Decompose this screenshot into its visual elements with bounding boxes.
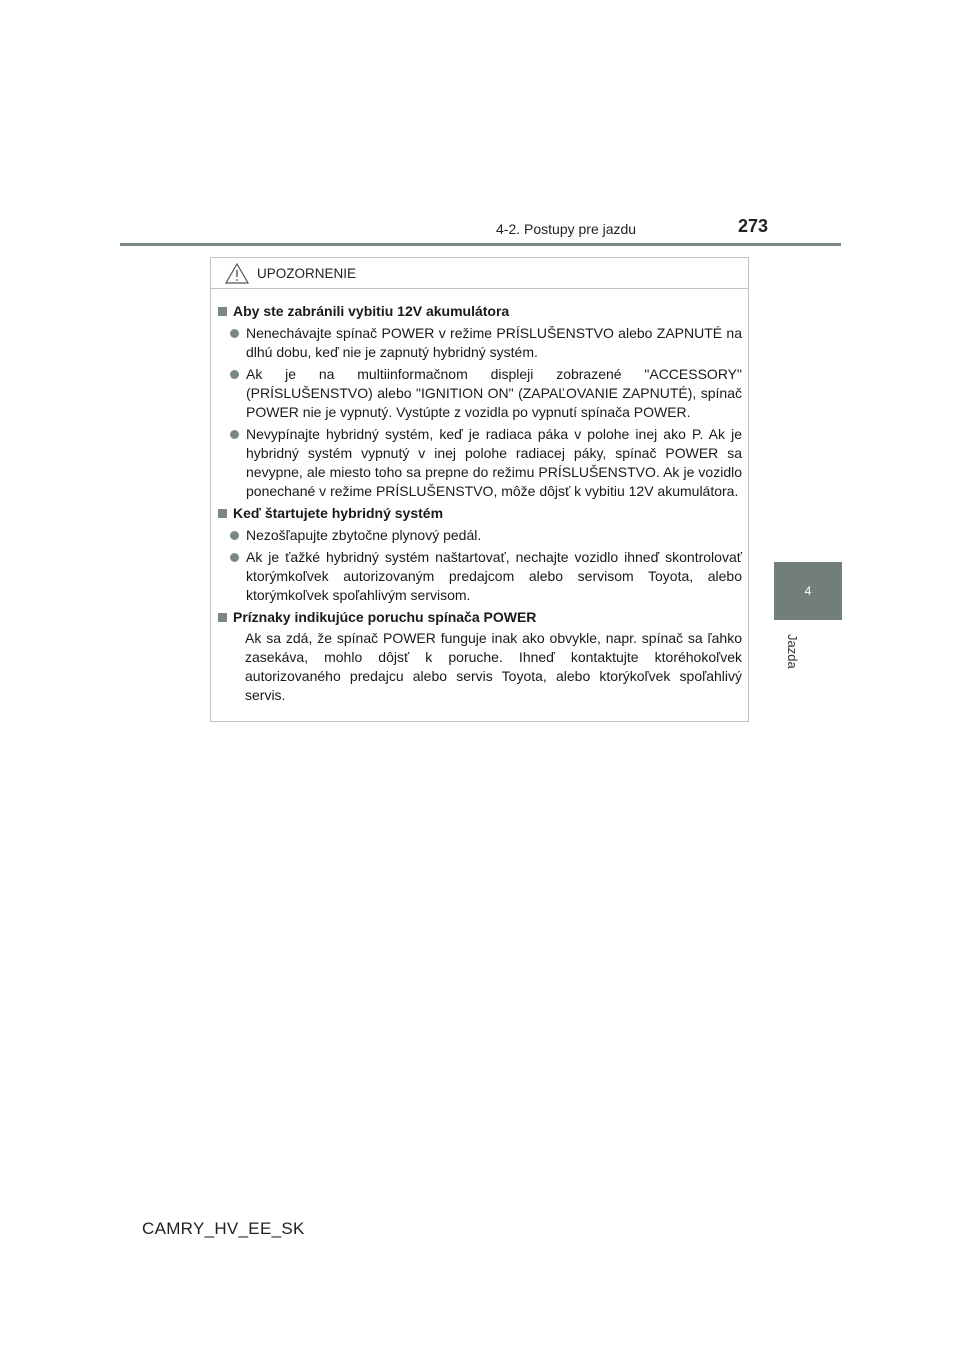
header-divider bbox=[120, 243, 841, 246]
list-item bbox=[218, 526, 742, 545]
chapter-label: Jazda bbox=[785, 634, 800, 669]
caution-body bbox=[211, 289, 748, 705]
document-code: CAMRY_HV_EE_SK bbox=[142, 1219, 305, 1238]
header-section-title: 4-2. Postupy pre jazdu bbox=[496, 221, 637, 237]
list-item bbox=[218, 425, 742, 501]
list-item-text: Nevypínajte hybridný systém, keď je radiaca páka v polohe inej ako P. Ak je hybridný systém vypnutý v inej polohe radiacej páky, spínač POWER sa nevypne, ale miesto toho sa prepne do režimu PRÍSLUŠENSTVO. Ak je vozidlo ponechané v režime PRÍSLUŠENSTVO, môže dôjsť k vybitiu 12V akumulátora. bbox=[246, 426, 742, 499]
section-title-text: Príznaky indikujúce poruchu spínača POWER bbox=[233, 609, 537, 625]
circle-bullet-icon bbox=[230, 430, 239, 439]
caution-box bbox=[210, 257, 749, 722]
list-item-text: Nenechávajte spínač POWER v režime PRÍSLUŠENSTVO alebo ZAPNUTÉ na dlhú dobu, keď nie je zapnutý hybridný systém. bbox=[246, 325, 742, 360]
section-title-text: Keď štartujete hybridný systém bbox=[233, 505, 444, 521]
square-bullet-icon bbox=[218, 613, 227, 622]
section-paragraph: Ak sa zdá, že spínač POWER funguje inak ako obvykle, napr. spínač sa ľahko zasekáva, mohlo dôjsť k poruche. Ihneď kontaktujte ktoréhokoľvek autorizovaného predajcu alebo servis Toyota, alebo ktorýkoľvek spoľahlivý servis. bbox=[245, 630, 742, 703]
circle-bullet-icon bbox=[230, 370, 239, 379]
circle-bullet-icon bbox=[230, 531, 239, 540]
list-item-text: Nezošľapujte zbytočne plynový pedál. bbox=[246, 527, 482, 543]
circle-bullet-icon bbox=[230, 553, 239, 562]
circle-bullet-icon bbox=[230, 329, 239, 338]
list-item bbox=[218, 324, 742, 362]
square-bullet-icon bbox=[218, 307, 227, 316]
caution-header bbox=[211, 258, 748, 289]
section-title bbox=[218, 302, 742, 321]
list-item-text: Ak je ťažké hybridný systém naštartovať, nechajte vozidlo ihneď skontrolovať ktorýmkoľvek autorizovaným predajcom alebo servisom Toyota, alebo ktorýmkoľvek spoľahlivým servisom. bbox=[246, 549, 742, 603]
list-item-text: Ak je na multiinformačnom displeji zobrazené "ACCESSORY" (PRÍSLUŠENSTVO) alebo "IGNITION ON" (ZAPAĽOVANIE ZAPNUTÉ), spínač POWER nie je vypnutý. Vystúpte z vozidla po vypnutí spínača POWER. bbox=[246, 366, 742, 420]
section-title-text: Aby ste zabránili vybitiu 12V akumulátora bbox=[233, 303, 510, 319]
caution-title: UPOZORNENIE bbox=[257, 265, 357, 281]
square-bullet-icon bbox=[218, 509, 227, 518]
section-title bbox=[218, 504, 742, 523]
chapter-number: 4 bbox=[804, 584, 812, 598]
page-number: 273 bbox=[738, 216, 769, 236]
section-title bbox=[218, 608, 742, 627]
warning-triangle-icon bbox=[225, 263, 249, 284]
list-item bbox=[218, 365, 742, 422]
list-item bbox=[218, 548, 742, 605]
chapter-tab bbox=[774, 562, 842, 620]
